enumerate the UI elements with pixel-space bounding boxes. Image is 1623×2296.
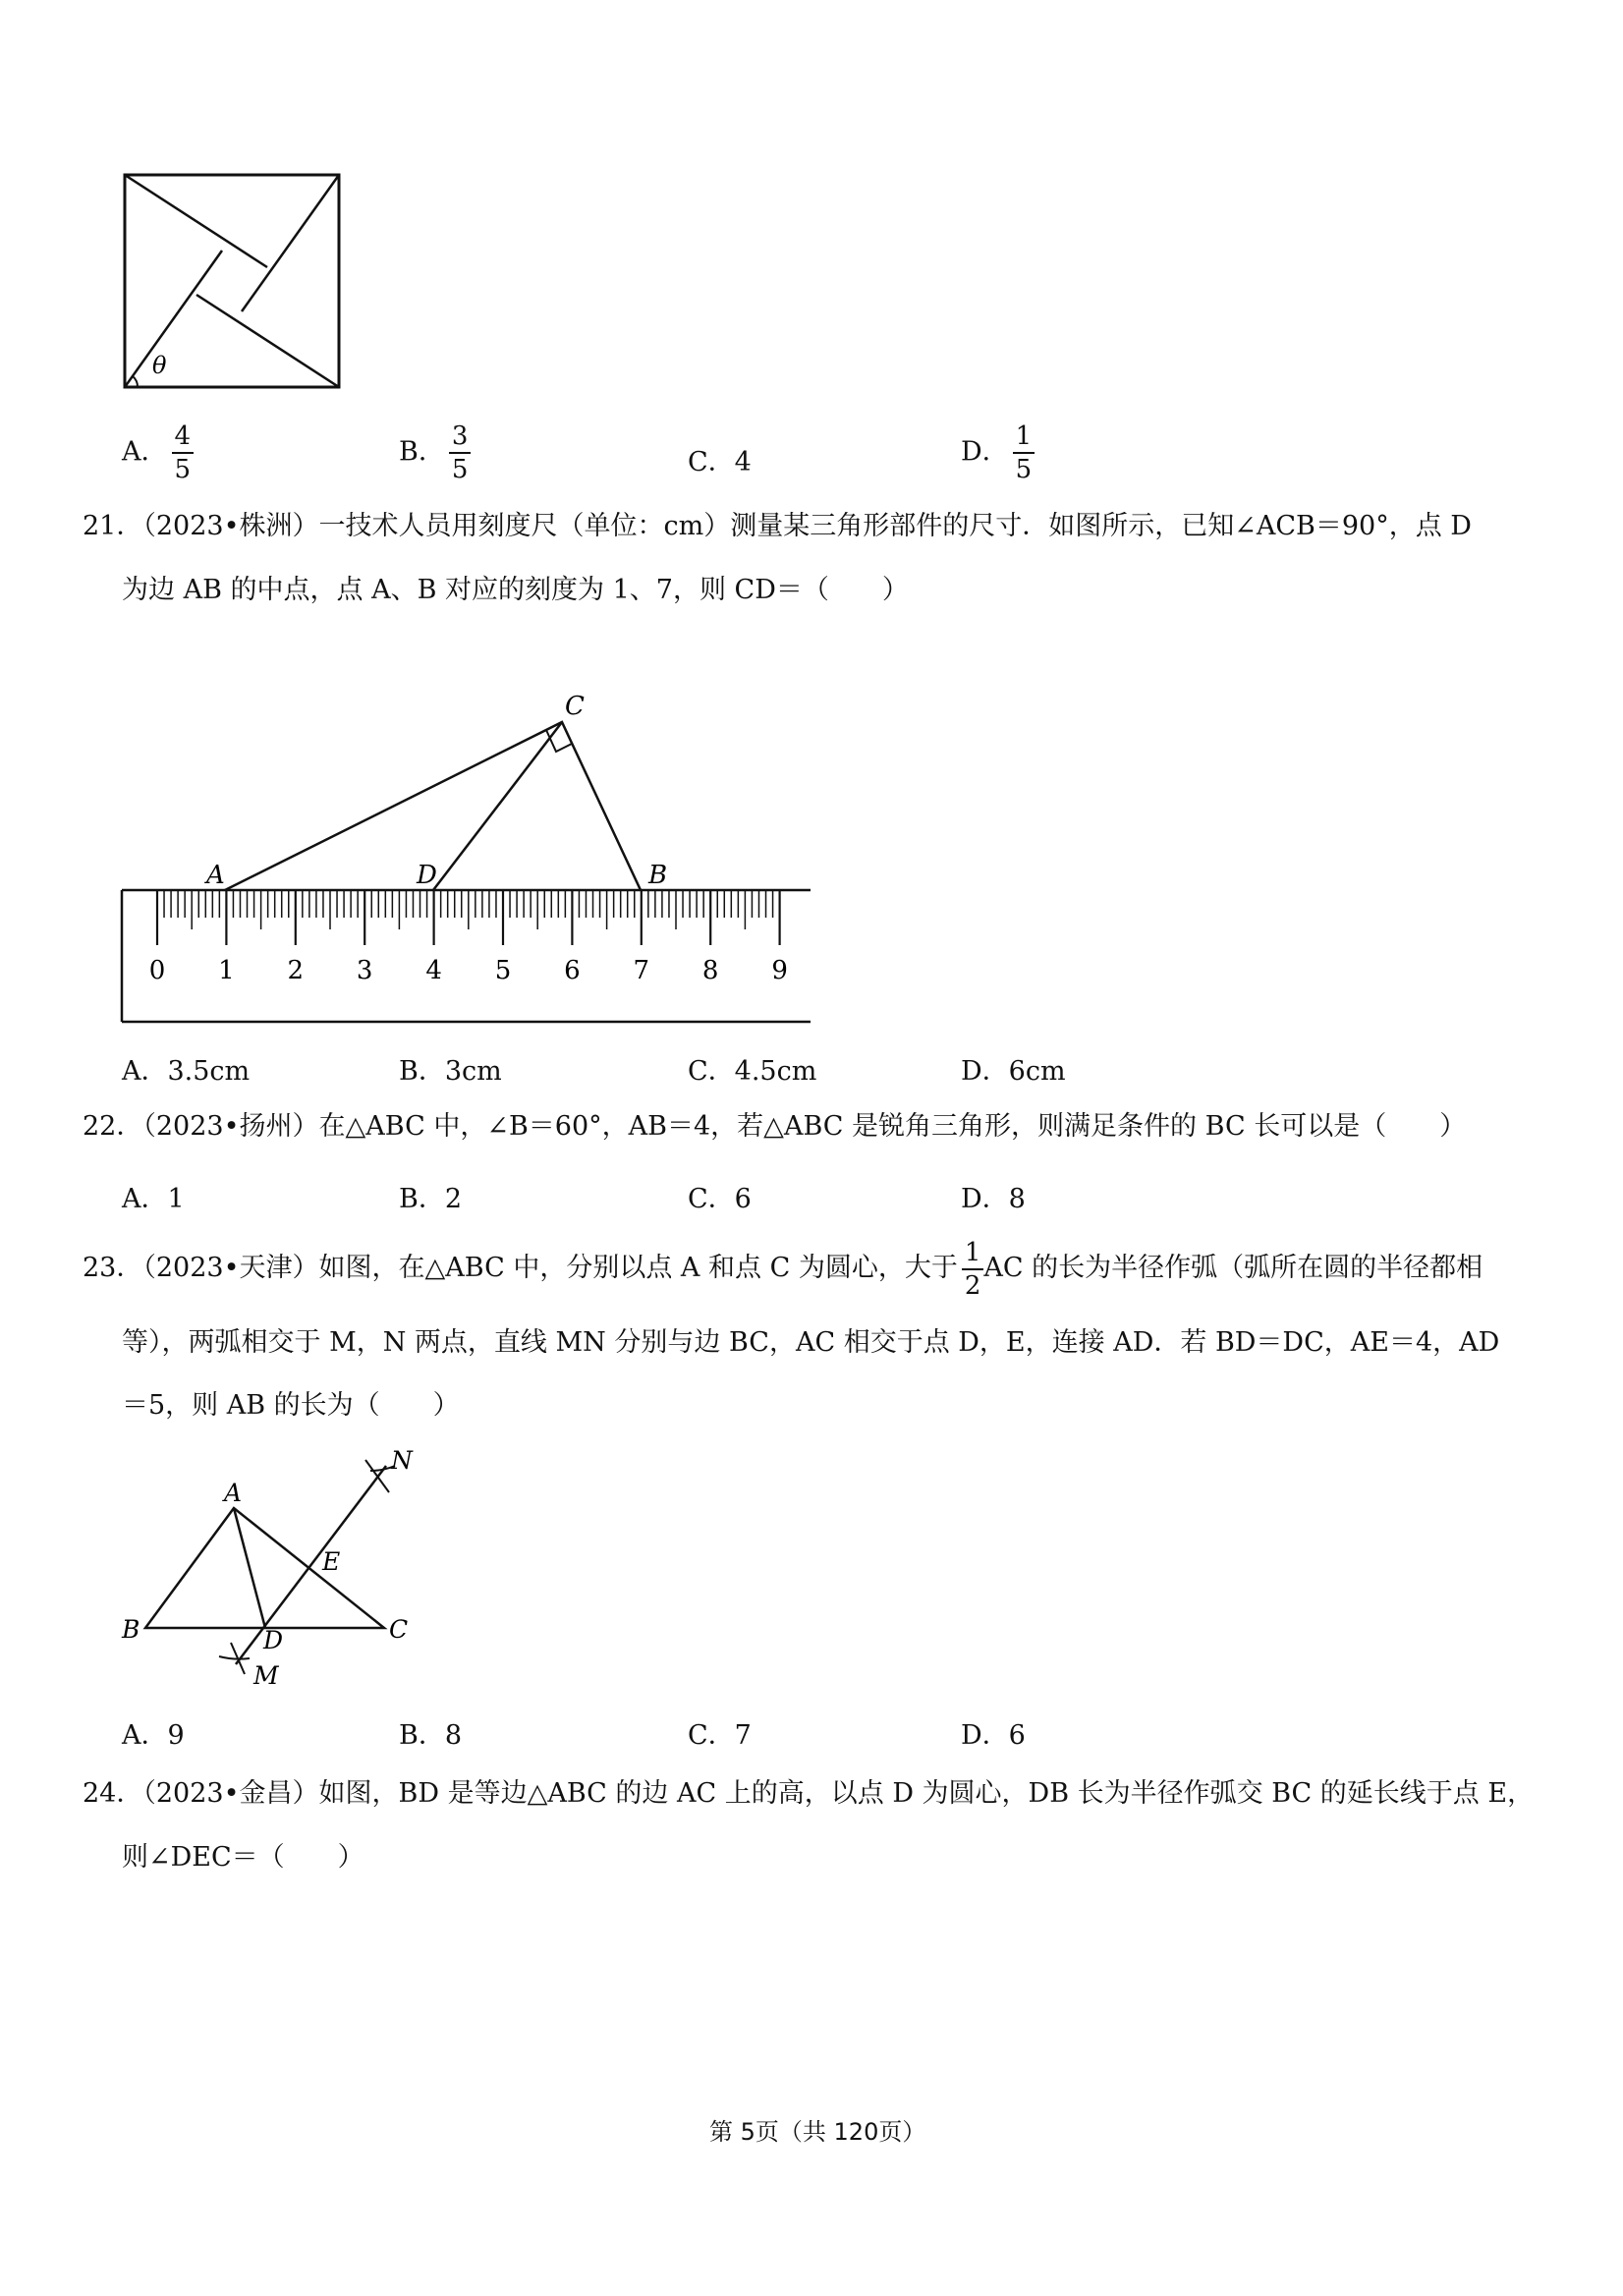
option-letter: A． (122, 436, 168, 468)
numerator: 3 (449, 420, 472, 454)
label-c: C (565, 692, 585, 721)
arc-mark-m (219, 1656, 250, 1659)
q21-option-a: A．3.5cm (122, 1056, 251, 1087)
q23-text-line2: 等），两弧相交于 M，N 两点，直线 MN 分别与边 BC，AC 相交于点 D，E，连接 AD．若 BD＝DC，AE＝4，AD (122, 1327, 1500, 1358)
option-letter: D． (961, 436, 1009, 468)
ruler-tick-label: 5 (494, 956, 512, 985)
q23-option-a: A．9 (122, 1720, 185, 1751)
q22-option-b: B．2 (399, 1184, 463, 1214)
q21-option-d: D．6cm (961, 1056, 1066, 1087)
denominator: 5 (1015, 455, 1033, 484)
label-d: D (263, 1626, 284, 1654)
label-a: A (224, 1479, 243, 1507)
label-c: C (389, 1615, 409, 1644)
q21-option-b: B．3cm (399, 1056, 502, 1087)
q24-text-line2: 则∠DEC＝（ ） (122, 1842, 364, 1873)
ruler-tick-label: 7 (633, 956, 650, 985)
label-b: B (648, 861, 668, 890)
label-e: E (322, 1547, 341, 1576)
numerator: 1 (1013, 420, 1035, 454)
ruler-tick-label: 3 (356, 956, 373, 985)
q23-option-c: C．7 (688, 1720, 752, 1751)
q23-option-b: B．8 (399, 1720, 463, 1751)
q23-text-line3: ＝5，则 AB 的长为（ ） (122, 1390, 460, 1421)
numerator: 1 (962, 1237, 984, 1270)
line-mn (236, 1466, 386, 1664)
q23-option-d: D．6 (961, 1720, 1026, 1751)
q23-text-part1: 23．（2023•天津）如图，在△ABC 中，分别以点 A 和点 C 为圆心，大于 (83, 1253, 958, 1283)
q21-text-line1: 21．（2023•株洲）一技术人员用刻度尺（单位：cm）测量某三角形部件的尺寸．如图所示，已知∠ACB＝90°，点 D (83, 511, 1472, 541)
triangle-abc (145, 1508, 384, 1628)
ruler-tick-label: 8 (701, 956, 719, 985)
denominator: 2 (964, 1270, 981, 1301)
q22-option-d: D．8 (961, 1184, 1026, 1214)
q21-option-c: C．4.5cm (688, 1056, 817, 1087)
label-m: M (253, 1661, 279, 1690)
q22-text-line1: 22．（2023•扬州）在△ABC 中，∠B＝60°，AB＝4，若△ABC 是锐角三角形，则满足条件的 BC 长可以是（ ） (83, 1111, 1467, 1142)
label-a: A (206, 861, 225, 890)
ruler-tick-label: 2 (287, 956, 305, 985)
ruler-tick-label: 1 (218, 956, 235, 985)
q23-text-part2: AC 的长为半径作弧（弧所在圆的半径都相 (983, 1253, 1483, 1283)
ruler-tick-label: 6 (564, 956, 581, 985)
option-value: 4 (734, 447, 752, 477)
q21-text-line2: 为边 AB 的中点，点 A、B 对应的刻度为 1、7，则 CD＝（ ） (122, 575, 909, 605)
page-footer: 第 5页（共 120页） (709, 2118, 926, 2146)
option-letter: B． (399, 436, 445, 468)
q22-option-c: C．6 (688, 1184, 752, 1214)
q24-text-line1: 24．（2023•金昌）如图，BD 是等边△ABC 的边 AC 上的高，以点 D 为圆心，DB 长为半径作弧交 BC 的延长线于点 E， (83, 1778, 1535, 1809)
denominator: 5 (451, 455, 469, 484)
q22-option-a: A．1 (122, 1184, 185, 1214)
label-n: N (391, 1446, 413, 1475)
q20-theta-label: θ (152, 352, 167, 379)
numerator: 4 (172, 420, 195, 454)
ruler-tick-label: 9 (771, 956, 788, 985)
denominator: 5 (174, 455, 192, 484)
option-letter: C． (688, 447, 735, 477)
segment-ad (234, 1508, 265, 1628)
label-b: B (122, 1615, 140, 1644)
ruler-tick-label: 0 (148, 956, 166, 985)
ruler-tick-label: 4 (425, 956, 442, 985)
label-d: D (417, 861, 437, 890)
